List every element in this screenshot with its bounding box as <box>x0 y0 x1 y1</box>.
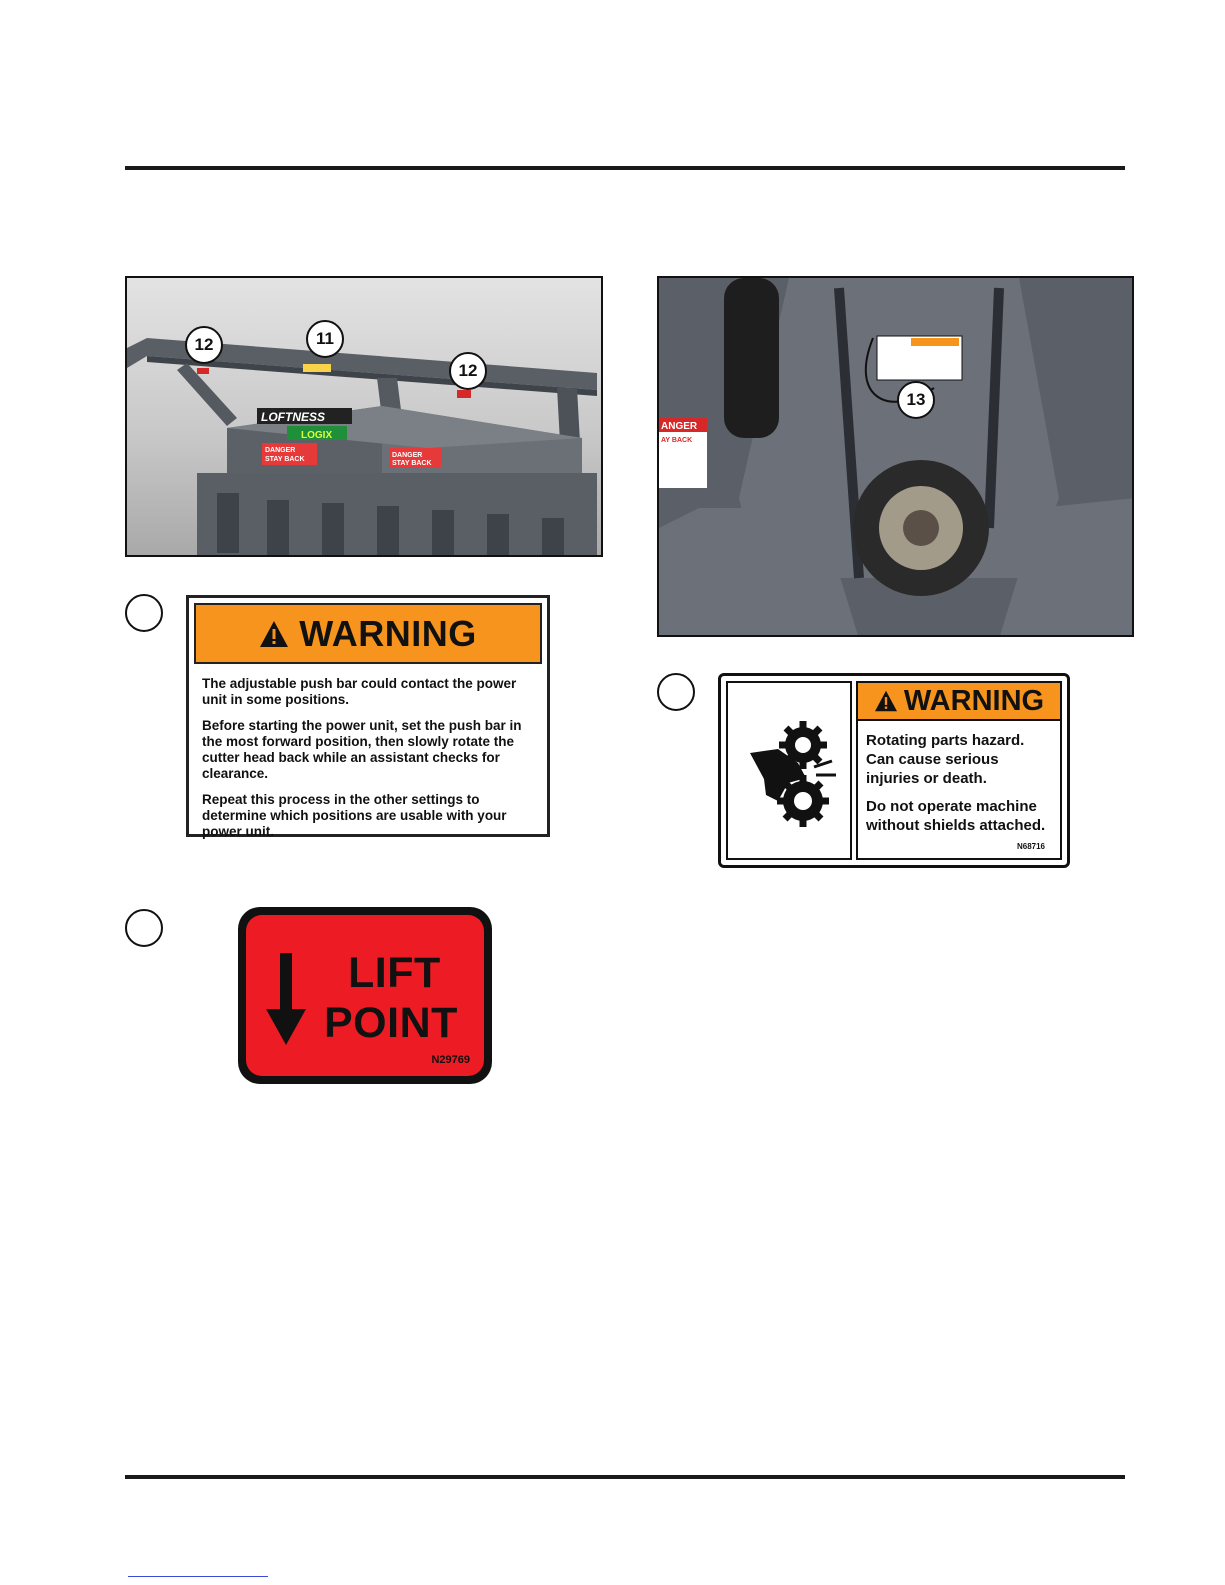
callout-13: 13 <box>897 381 935 419</box>
logix-brand-text: LOGIX <box>301 430 333 441</box>
warning-header <box>194 603 542 664</box>
hand-gears-icon <box>728 683 850 858</box>
warning-header-text: WARNING <box>299 612 477 654</box>
drive-illustration <box>659 278 1134 637</box>
warning-2-paragraph-2: Do not operate machine without shields attached. <box>866 798 1046 834</box>
callout-11: 11 <box>306 320 344 358</box>
rotating-parts-warning-decal <box>718 673 1070 868</box>
danger-decal-b-sub: STAY BACK <box>392 460 432 467</box>
mulcher-illustration <box>127 278 603 557</box>
decal-index-circle-12 <box>125 909 163 947</box>
callout-12-a: 12 <box>185 326 223 364</box>
danger-decal-a-text: DANGER <box>265 447 296 454</box>
lift-text: LIFT <box>348 949 441 997</box>
warning-header-text-2: WARNING <box>903 684 1045 717</box>
point-text: POINT <box>324 999 458 1047</box>
warning-triangle-icon-2 <box>874 690 898 712</box>
warning-2-paragraph-1: Rotating parts hazard. Can cause serious injuries or death. <box>866 732 1025 787</box>
warning-paragraph-3: Repeat this process in the other settings to determine which positions are usable with your power unit. <box>202 792 507 839</box>
warning-header-2 <box>856 681 1062 721</box>
push-bar-warning-decal <box>186 595 550 837</box>
danger-decal-a-sub: STAY BACK <box>265 456 305 463</box>
danger-decal-right-text: ANGER <box>661 421 698 432</box>
lift-point-inner <box>246 915 484 1076</box>
warning-body-2 <box>856 721 1062 860</box>
lift-point-decal <box>238 907 492 1084</box>
warning-paragraph-2: Before starting the power unit, set the push bar in the most forward position, then slowly rotate the cutter head back while an assistant checks for clearance. <box>202 718 522 781</box>
danger-decal-b-text: DANGER <box>392 452 423 459</box>
stay-back-right-text: AY BACK <box>661 437 693 444</box>
lift-point-part-number: N29769 <box>431 1054 470 1066</box>
warning-paragraph-1: The adjustable push bar could contact the power unit in some positions. <box>202 676 517 707</box>
footer-rule <box>125 1475 1125 1479</box>
rotating-gears-pictogram <box>726 681 852 860</box>
warning-triangle-icon <box>259 620 289 648</box>
decal-index-circle-11 <box>125 594 163 632</box>
decal-index-circle-13 <box>657 673 695 711</box>
loftness-brand-text: LOFTNESS <box>261 410 326 424</box>
footer-link-underline[interactable] <box>128 1576 268 1577</box>
decal-part-number: N68716 <box>1016 842 1045 851</box>
mulcher-photo <box>125 276 603 557</box>
warning-body <box>189 669 547 840</box>
down-arrow-icon <box>266 953 306 1045</box>
header-rule <box>125 166 1125 170</box>
drive-belt-photo <box>657 276 1134 637</box>
callout-12-b: 12 <box>449 352 487 390</box>
